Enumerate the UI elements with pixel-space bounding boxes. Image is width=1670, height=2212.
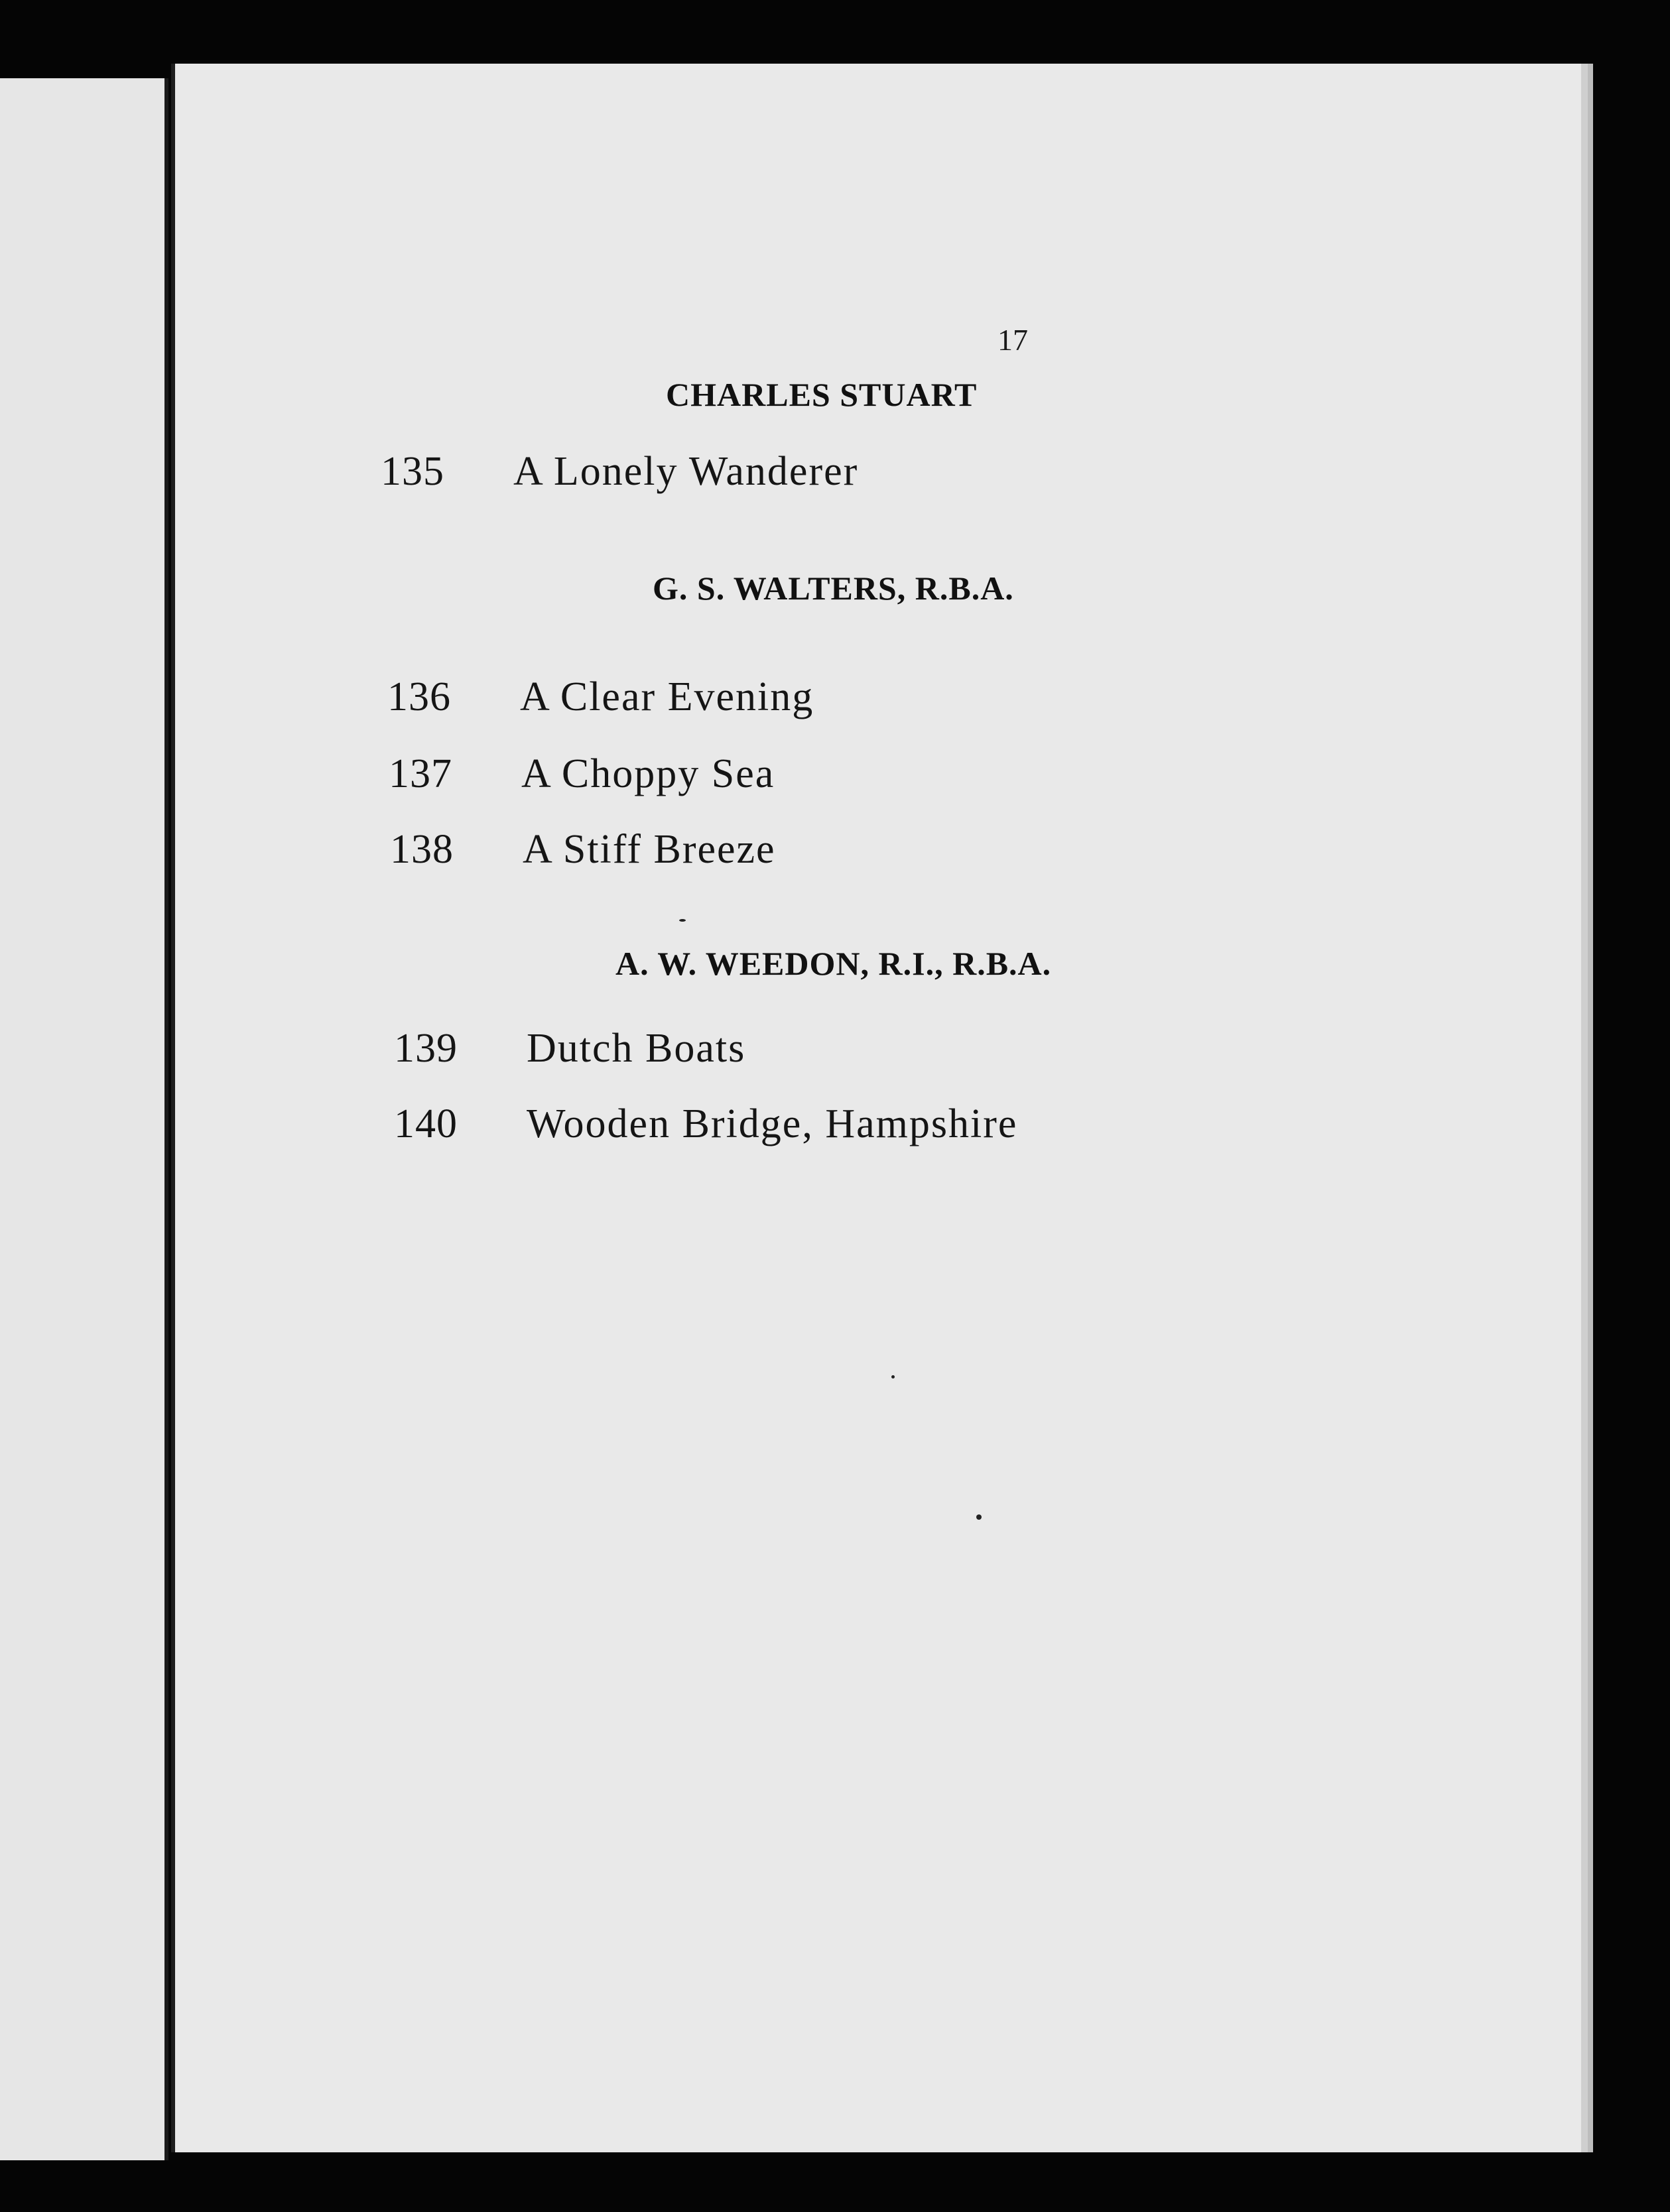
entry-number: 138	[390, 827, 454, 872]
catalogue-entry	[390, 826, 776, 873]
page-number: 17	[997, 323, 1028, 357]
catalogue-entry	[394, 1025, 745, 1072]
artist-heading: CHARLES STUART	[666, 376, 978, 413]
entry-title: A Clear Evening	[520, 674, 814, 719]
artist-heading: G. S. WALTERS, R.B.A.	[653, 570, 1014, 607]
entry-number: 140	[394, 1101, 458, 1146]
entry-number: 139	[394, 1026, 458, 1071]
previous-page-edge	[0, 78, 168, 2160]
entry-title: Dutch Boats	[527, 1026, 746, 1071]
entry-title: A Choppy Sea	[521, 751, 775, 796]
artist-heading: A. W. WEEDON, R.I., R.B.A.	[615, 945, 1052, 982]
catalogue-entry	[381, 448, 858, 495]
entry-title: A Lonely Wanderer	[513, 449, 859, 494]
entry-title: Wooden Bridge, Hampshire	[527, 1101, 1018, 1146]
catalogue-entry	[394, 1101, 1017, 1148]
entry-number: 135	[381, 449, 444, 494]
entry-number: 136	[387, 674, 451, 719]
scan-speck	[891, 1375, 895, 1379]
entry-number: 137	[389, 751, 452, 796]
catalogue-entry	[387, 674, 814, 721]
scan-speck	[976, 1514, 982, 1520]
scan-speck	[679, 919, 686, 922]
catalogue-entry	[389, 751, 775, 798]
catalogue-page	[171, 64, 1581, 2152]
entry-title: A Stiff Breeze	[523, 827, 776, 872]
